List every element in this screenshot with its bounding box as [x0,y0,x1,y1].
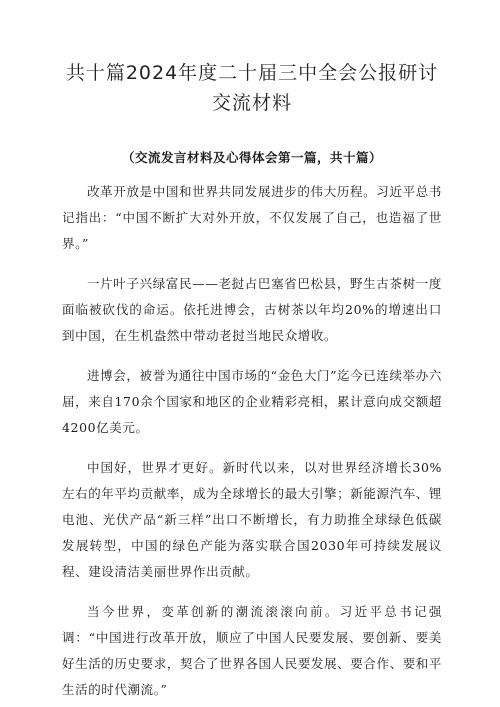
paragraph-2: 一片叶子兴绿富民——老挝占巴塞省巴松县，野生古茶树一度面临被砍伐的命运。依托进博会，古树茶以年均20%的增速出口到中国，在生机盎然中带动老挝当地民众增收。 [62,276,442,343]
document-title [62,58,442,118]
paragraph-3: 进博会，被誉为通往中国市场的“金色大门”迄今已连续举办六届，来自170余个国家和地区的企业精彩亮相，累计意向成交额超4200亿美元。 [62,368,442,435]
paragraph-4: 中国好，世界才更好。新时代以来，以对世界经济增长30%左右的年平均贡献率，成为全球增长的最大引擎；新能源汽车、锂电池、光伏产品“新三样”出口不断增长，有力助推全球绿色低碳发展转型，中国的绿色产能为落实联合国2030年可持续发展议程、建设清洁美丽世界作出贡献。 [62,460,442,579]
title-line-1: 共十篇2024年度二十届三中全会公报研讨 [65,62,439,84]
title-line-2: 交流材料 [211,92,292,114]
paragraph-1: 改革开放是中国和世界共同发展进步的伟大历程。习近平总书记指出：“中国不断扩大对外开放，不仅发展了自己，也造福了世界。” [62,184,442,251]
paragraph-5: 当今世界，变革创新的潮流滚滚向前。习近平总书记强调：“中国进行改革开放，顺应了中国人民要发展、要创新、要美好生活的历史要求，契合了世界各国人民要发展、要合作、要和平生活的时代潮流。” [62,604,442,697]
document-subtitle: （交流发言材料及心得体会第一篇，共十篇） [121,150,382,165]
